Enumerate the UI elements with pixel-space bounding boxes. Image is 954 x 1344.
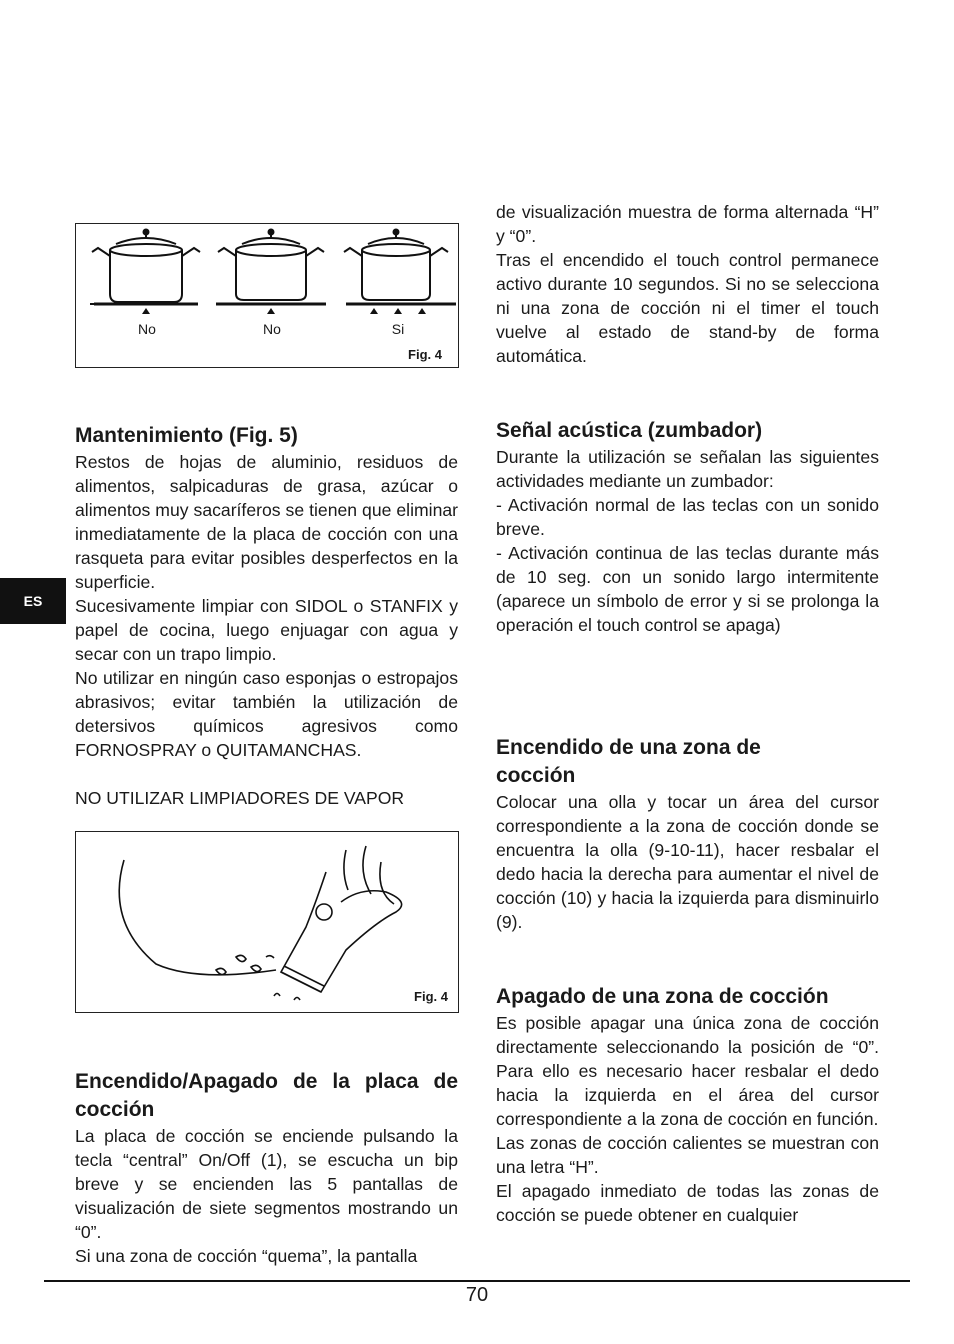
section-heading: Mantenimiento (Fig. 5)	[75, 424, 298, 447]
page-number: 70	[465, 1284, 489, 1306]
language-tab-label: ES	[23, 593, 43, 609]
language-tab	[0, 578, 66, 624]
section-heading: Encendido de una zona de cocción	[496, 736, 761, 787]
section-heading: Encendido/Apagado de la placa de cocción	[75, 1070, 458, 1121]
figure-caption: Fig. 4	[414, 989, 448, 1004]
zone-on-section	[496, 734, 879, 934]
paragraph: de visualización muestra de forma alternada “H” y “0”.	[496, 202, 879, 246]
paragraph: - Activación normal de las teclas con un sonido breve.	[496, 495, 879, 539]
paragraph: Es posible apagar una única zona de cocción directamente seleccionando la posición de “0”. Para ello es necesario hacer resbalar el dedo hacia la izquierda en el área del cursor correspondiente a la zona de cocción en función.	[496, 1013, 879, 1129]
pot-si	[344, 230, 456, 305]
paragraph: No utilizar en ningún caso esponjas o estropajos abrasivos; evitar también la utilización de detersivos químicos agresivos como FORNOSPRAY o QUITAMANCHAS.	[75, 668, 458, 760]
paragraph: Sucesivamente limpiar con SIDOL o STANFIX y papel de cocina, luego enjuagar con agua y secar con un trapo limpio.	[75, 596, 458, 664]
paragraph: Colocar una olla y tocar un área del cursor correspondiente a la zona de cocción donde se encuentra la olla (9-10-11), hacer resbalar el dedo hacia la derecha para aumentar el nivel de cocción (10) y hacia la izquierda para disminuirlo (9).	[496, 792, 879, 932]
pot-label-3: Si	[391, 321, 405, 337]
scraper-illustration	[76, 832, 457, 1011]
buzzer-section	[496, 417, 879, 637]
pot-no-2	[216, 230, 326, 305]
paragraph: Las zonas de cocción calientes se muestran con una letra “H”.	[496, 1133, 879, 1177]
on-off-section	[75, 1068, 458, 1268]
pot-label-1: No	[138, 321, 156, 337]
pot-no-1	[90, 230, 200, 305]
footer-divider	[44, 1280, 910, 1282]
paragraph: Durante la utilización se señalan las siguientes actividades mediante un zumbador:	[496, 447, 879, 491]
section-heading: Señal acústica (zumbador)	[496, 419, 763, 442]
paragraph: La placa de cocción se enciende pulsando la tecla “central” On/Off (1), se escucha un bip breve y se encienden las 5 pantallas de visualización de siete segmentos mostrando un “0”.	[75, 1126, 458, 1242]
maintenance-section	[75, 422, 458, 810]
paragraph: Si una zona de cocción “quema”, la pantalla	[75, 1246, 418, 1266]
paragraph: Tras el encendido el touch control permanece activo durante 10 segundos. Si no se selecciona ni una zona de cocción ni el timer el touch vuelve al estado de stand-by de forma automática.	[496, 250, 879, 366]
paragraph: Restos de hojas de aluminio, residuos de alimentos, salpicaduras de grasa, azúcar o alimentos muy sacaríferos se tienen que eliminar inmediatamente de la placa de cocción con una rasqueta para evitar posibles desperfectos en la superficie.	[75, 452, 458, 592]
paragraph: - Activación continua de las teclas durante más de 10 seg. con un sonido largo intermitente (aparece un símbolo de error y si se prolonga la operación el touch control se apaga)	[496, 543, 879, 635]
zone-off-section	[496, 983, 879, 1227]
pots-illustration	[76, 224, 457, 366]
figure-scraper	[75, 831, 459, 1013]
figure-caption: Fig. 4	[408, 347, 442, 362]
continuation-section	[496, 200, 879, 368]
section-heading: Apagado de una zona de cocción	[496, 985, 829, 1008]
pot-label-2: No	[263, 321, 281, 337]
paragraph: El apagado inmediato de todas las zonas de cocción se puede obtener en cualquier	[496, 1181, 879, 1225]
figure-pots	[75, 223, 459, 368]
warning-text: NO UTILIZAR LIMPIADORES DE VAPOR	[75, 788, 405, 808]
